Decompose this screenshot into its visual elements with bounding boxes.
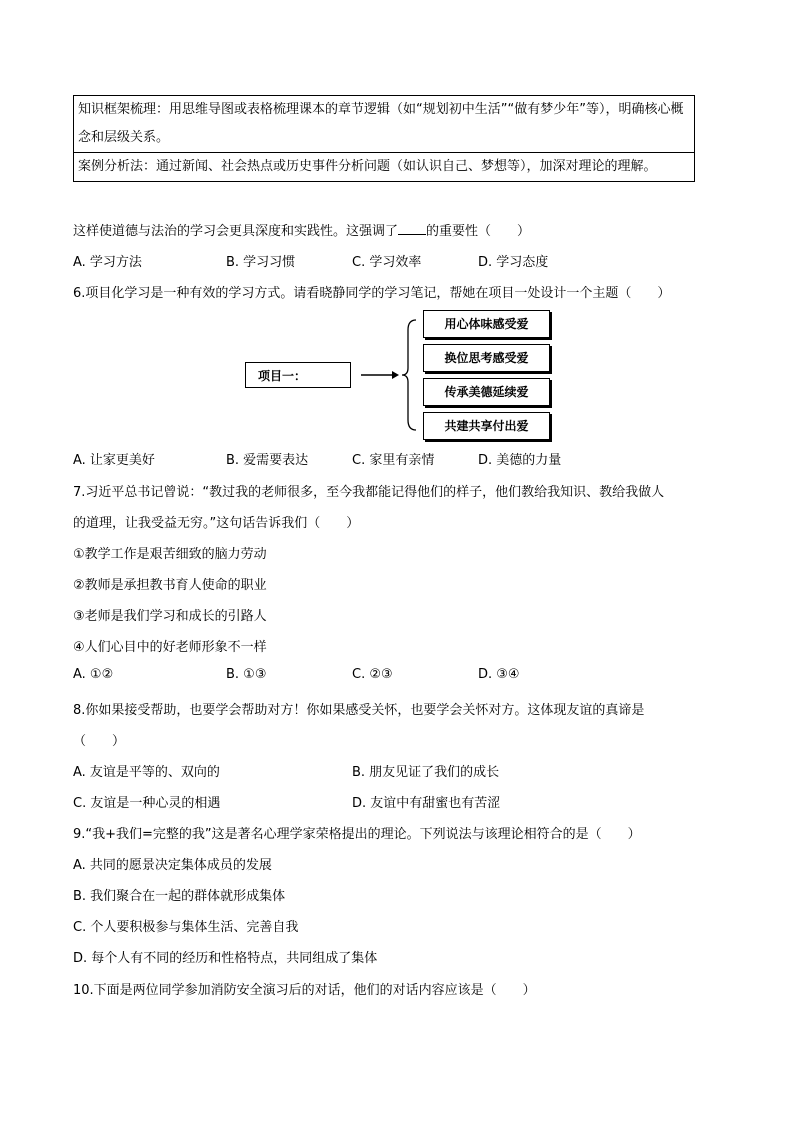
q6-option-a: A. 让家更美好: [73, 453, 155, 468]
q8-option-d: D. 友谊中有甜蜜也有苦涩: [352, 796, 501, 811]
q8-option-a: A. 友谊是平等的、双向的: [73, 765, 220, 780]
study-methods-box: [73, 95, 695, 182]
q7-option-b: B. ①③: [226, 667, 267, 682]
q6-option-d: D. 美德的力量: [478, 453, 562, 468]
q8-stem-line-2: （ ）: [73, 734, 126, 749]
project-one-box: 项目一：: [245, 362, 351, 388]
q9-option-a: A. 共同的愿景决定集体成员的发展: [73, 858, 272, 873]
q5-option-b: B. 学习习惯: [226, 255, 296, 270]
topic-box-1: 用心体味感受爱: [423, 310, 550, 338]
q7-option-c: C. ②③: [352, 667, 393, 682]
q7-item-4: ④人们心目中的好老师形象不一样: [73, 640, 267, 655]
topic-box-2: 换位思考感受爱: [423, 344, 550, 372]
brace: [402, 320, 416, 430]
q8-stem-line-1: 8.你如果接受帮助，也要学会帮助对方！你如果感受关怀，也要学会关怀对方。这体现友谊的真谛是: [73, 703, 645, 718]
topic-box-3: 传承美德延续爱: [423, 378, 550, 406]
q9-option-b: B. 我们聚合在一起的群体就形成集体: [73, 889, 286, 904]
q7-item-2: ②教师是承担教书育人使命的职业: [73, 578, 267, 593]
q5-stem: [73, 220, 530, 239]
q10-stem: 10.下面是两位同学参加消防安全演习后的对话，他们的对话内容应该是（ ）: [73, 983, 536, 998]
q7-stem-line-2: 的道理，让我受益无穷。”这句话告诉我们（ ）: [73, 516, 360, 531]
topic-box-4: 共建共享付出爱: [423, 412, 550, 440]
q9-option-c: C. 个人要积极参与集体生活、完善自我: [73, 920, 299, 935]
q6-option-b: B. 爱需要表达: [226, 453, 309, 468]
q5-option-d: D. 学习态度: [478, 255, 549, 270]
q8-option-b: B. 朋友见证了我们的成长: [352, 765, 500, 780]
q8-option-c: C. 友谊是一种心灵的相遇: [73, 796, 221, 811]
q7-item-1: ①教学工作是艰苦细致的脑力劳动: [73, 547, 267, 562]
q5-option-a: A. 学习方法: [73, 255, 142, 270]
arrow-head: [392, 371, 399, 379]
q5-stem-part-a: 这样使道德与法治的学习会更具深度和实践性。这强调了: [73, 224, 399, 239]
q7-stem-line-1: 7.习近平总书记曾说：“教过我的老师很多，至今我都能记得他们的样子，他们教给我知识、教给我做人: [73, 485, 665, 500]
q7-item-3: ③老师是我们学习和成长的引路人: [73, 609, 267, 624]
q7-option-d: D. ③④: [478, 667, 520, 682]
q5-option-c: C. 学习效率: [352, 255, 422, 270]
box-row-case-analysis: 案例分析法：通过新闻、社会热点或历史事件分析问题（如认识自己、梦想等），加深对理论的理解。: [74, 152, 694, 181]
box-row-knowledge-framework: 知识框架梳理：用思维导图或表格梳理课本的章节逻辑（如“规划初中生活”“做有梦少年”等），明确核心概念和层级关系。: [78, 102, 684, 145]
project-diagram: [240, 310, 560, 440]
q9-option-d: D. 每个人有不同的经历和性格特点，共同组成了集体: [73, 951, 378, 966]
q5-stem-part-b: 的重要性（ ）: [426, 224, 531, 239]
q5-blank: [398, 222, 426, 235]
q9-stem: 9.“我+我们=完整的我”这是著名心理学家荣格提出的理论。下列说法与该理论相符合的是（ ）: [73, 827, 641, 842]
q6-stem: 6.项目化学习是一种有效的学习方式。请看晓静同学的学习笔记，帮她在项目一处设计一个主题（ ）: [73, 286, 671, 301]
q7-option-a: A. ①②: [73, 667, 114, 682]
q6-option-c: C. 家里有亲情: [352, 453, 435, 468]
